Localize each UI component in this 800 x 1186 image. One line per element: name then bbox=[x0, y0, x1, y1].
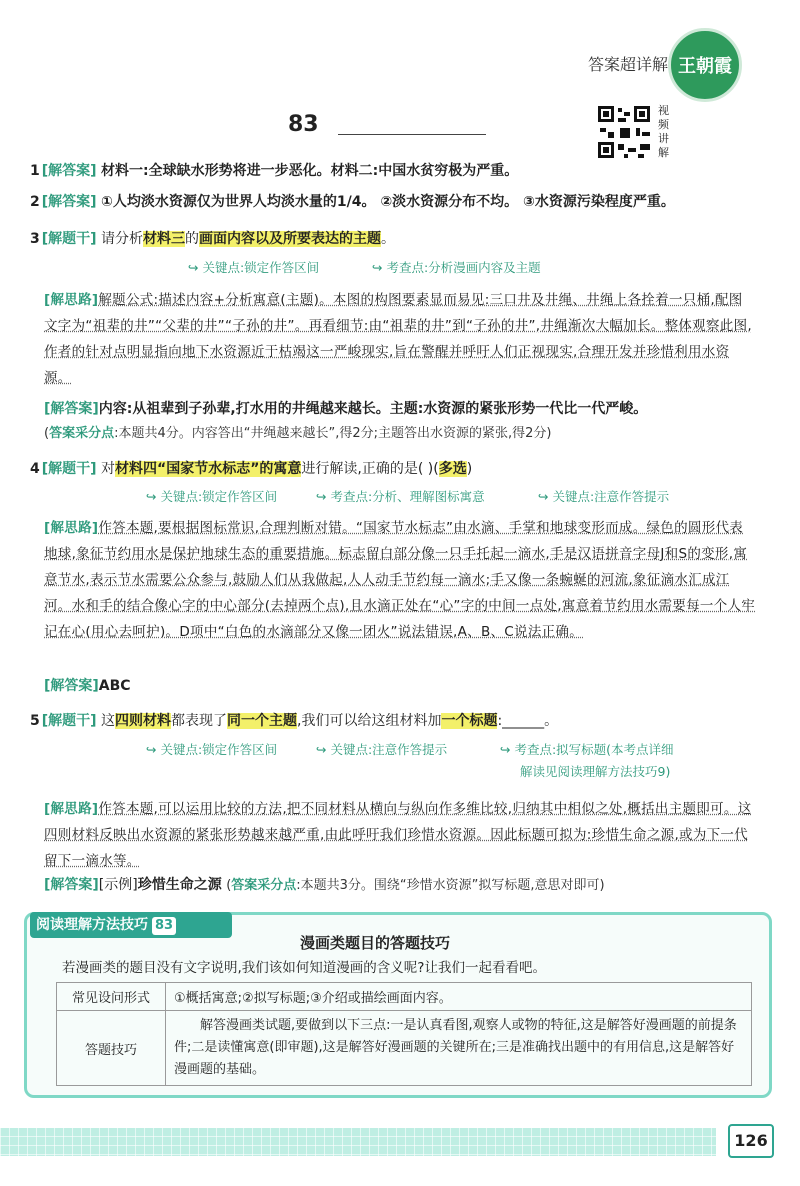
stem-text: ) bbox=[466, 461, 473, 477]
highlight: 同一个主题 bbox=[227, 713, 297, 729]
header-label: 答案超详解 bbox=[587, 55, 668, 74]
table-cell-body: 解答漫画类试题,要做到以下三点:一是认真看图,观察人或物的特征,这是解答好漫画题的前提条件;二是读懂寓意(即审题),这是解答好漫画题的关键所在;三是准确找出题中的有用信息,这是解答好漫画题的基础。 bbox=[166, 1011, 752, 1086]
answer-line bbox=[44, 874, 605, 897]
score-tag: 答案采分点 bbox=[231, 878, 297, 893]
annotation: ↪ 考查点:分析漫画内容及主题 bbox=[372, 260, 541, 275]
answer-text: 珍惜生命之源 bbox=[137, 877, 222, 893]
think-text: 解题公式:描述内容+分析寓意(主题)。本图的构图要素显而易见:三口井及井绳、井绳上各拴着一只桶,配图文字为“祖辈的井”“父辈的井”“子孙的井”。再看细节:由“祖辈的井”到“子孙的井”,井绳渐次大幅加长。整体观察此图,作者的针对点明显指向地下水资源近于枯竭这一严峻现实,旨在警醒并呼吁人们正视现实,合理开发并珍惜利用水资源。 bbox=[44, 292, 752, 386]
think-paragraph bbox=[44, 796, 756, 874]
example-tag: [示例] bbox=[98, 877, 138, 893]
score-tag: 答案采分点 bbox=[49, 426, 115, 441]
stem-text: 的 bbox=[185, 231, 199, 247]
question-number: 4 bbox=[30, 461, 40, 477]
page-number: 126 bbox=[728, 1124, 774, 1158]
stem-text: 。 bbox=[381, 231, 395, 247]
score-note: (答案采分点:本题共4分。内容答出“井绳越来越长”,得2分;主题答出水资源的紧张,得2分) bbox=[44, 426, 552, 441]
think-tag: [解思路] bbox=[44, 292, 99, 308]
stem-text: :______。 bbox=[497, 713, 559, 729]
answer-tag: [解答案] bbox=[44, 401, 99, 417]
table-cell-head: 常见设问形式 bbox=[57, 983, 166, 1011]
question-3-stem bbox=[30, 228, 395, 250]
answer-tag: [解答案] bbox=[44, 678, 99, 694]
think-paragraph bbox=[44, 287, 756, 391]
answer-tag: [解答案] bbox=[44, 877, 99, 893]
highlight: 多选 bbox=[438, 461, 467, 477]
think-text: 作答本题,可以运用比较的方法,把不同材料从横向与纵向作多维比较,归纳其中相似之处,概括出主题即可。这四则材料反映出水资源的紧张形势越来越严重,由此呼吁我们珍惜水资源。因此标题可拟为:珍惜生命之源,或为下一代留下一滴水等。 bbox=[44, 801, 752, 869]
method-intro: 若漫画类的题目没有文字说明,我们该如何知道漫画的含义呢?让我们一起看看吧。 bbox=[62, 960, 546, 976]
annotation: ↪ 关键点:锁定作答区间 bbox=[146, 489, 278, 504]
annotation: ↪ 考查点:拟写标题(本考点详细 bbox=[500, 742, 674, 757]
answer-text: 内容:从祖辈到子孙辈,打水用的井绳越来越长。主题:水资源的紧张形势一代比一代严峻。 bbox=[98, 401, 648, 417]
answer-line bbox=[44, 675, 131, 697]
question-number: 5 bbox=[30, 713, 40, 729]
answer-text: ①人均淡水资源仅为世界人均淡水量的1/4。 ②淡水资源分布不均。 ③水资源污染程度严重。 bbox=[101, 194, 675, 210]
page-title: 83 bbox=[288, 112, 319, 137]
annotation: ↪ 关键点:锁定作答区间 bbox=[188, 260, 320, 275]
footer-band bbox=[0, 1128, 716, 1156]
answer-tag: [解答案] bbox=[41, 163, 97, 179]
annotation: 解读见阅读理解方法技巧9) bbox=[520, 764, 671, 779]
stem-text: 对 bbox=[101, 461, 115, 477]
think-tag: [解思路] bbox=[44, 520, 99, 536]
highlight: 材料三 bbox=[143, 231, 185, 247]
qr-code-icon[interactable] bbox=[596, 104, 652, 160]
stem-tag: [解题干] bbox=[41, 713, 97, 729]
highlight: 一个标题 bbox=[441, 713, 498, 729]
method-title: 漫画类题目的答题技巧 bbox=[300, 934, 451, 952]
stem-text: 都表现了 bbox=[171, 713, 227, 729]
qr-label: 视频讲解 bbox=[658, 104, 669, 159]
brand-logo: 王朝霞 bbox=[668, 28, 742, 102]
table-row bbox=[57, 1011, 752, 1086]
stem-text: 这 bbox=[101, 713, 115, 729]
score-text: :本题共4分。内容答出“井绳越来越长”,得2分;主题答出水资源的紧张,得2分 bbox=[114, 426, 547, 441]
annotation: ↪ 考查点:分析、理解图标寓意 bbox=[316, 489, 485, 504]
think-paragraph bbox=[44, 515, 756, 645]
question-2 bbox=[30, 191, 675, 213]
annotation: ↪ 关键点:注意作答提示 bbox=[316, 742, 448, 757]
method-table bbox=[56, 982, 752, 1086]
answer-text: 材料一:全球缺水形势将进一步恶化。材料二:中国水贫穷极为严重。 bbox=[101, 163, 519, 179]
table-row bbox=[57, 983, 752, 1011]
highlight: 画面内容以及所要表达的主题 bbox=[199, 231, 381, 247]
method-tab-number: 83 bbox=[152, 917, 176, 935]
title-underline bbox=[338, 134, 486, 135]
stem-text: 进行解读,正确的是( )( bbox=[301, 461, 439, 477]
annotation: ↪ 关键点:锁定作答区间 bbox=[146, 742, 278, 757]
answer-text: ABC bbox=[98, 678, 131, 694]
table-cell-head: 答题技巧 bbox=[57, 1011, 166, 1086]
method-tab bbox=[30, 912, 232, 938]
annotation: ↪ 关键点:注意作答提示 bbox=[538, 489, 670, 504]
stem-text: 请分析 bbox=[101, 231, 143, 247]
question-number: 3 bbox=[30, 231, 40, 247]
stem-text: ,我们可以给这组材料加 bbox=[297, 713, 442, 729]
think-text: 作答本题,要根据图标常识,合理判断对错。“国家节水标志”由水滴、手掌和地球变形而成。绿色的圆形代表地球,象征节约用水是保护地球生态的重要措施。标志留白部分像一只手托起一滴水,手是汉语拼音字母J和S的变形,寓意节水,表示节水需要公众参与,鼓励人们从我做起,人人动手节约每一滴水;手又像一条蜿蜒的河流,象征滴水汇成江河。水和手的结合像心字的中心部分(去掉两个点),且水滴正处在“心”字的中间一点处,寓意着节约用水需要每一个人牢记在心(用心去呵护)。D项中“白色的水滴部分又像一团火”说法错误,A、B、C说法正确。 bbox=[44, 520, 756, 640]
table-cell-body: ①概括寓意;②拟写标题;③介绍或描绘画面内容。 bbox=[166, 983, 752, 1011]
question-number: 1 bbox=[30, 163, 40, 179]
stem-tag: [解题干] bbox=[41, 461, 97, 477]
highlight: 材料四“国家节水标志”的寓意 bbox=[115, 461, 302, 477]
highlight: 四则材料 bbox=[115, 713, 171, 729]
score-note: (答案采分点:本题共3分。围绕“珍惜水资源”拟写标题,意思对即可) bbox=[226, 878, 605, 893]
score-text: :本题共3分。围绕“珍惜水资源”拟写标题,意思对即可 bbox=[296, 878, 600, 893]
method-tab-label: 阅读理解方法技巧 bbox=[36, 917, 148, 933]
question-number: 2 bbox=[30, 194, 40, 210]
question-1 bbox=[30, 160, 518, 182]
think-tag: [解思路] bbox=[44, 801, 99, 817]
stem-tag: [解题干] bbox=[41, 231, 97, 247]
question-5-stem bbox=[30, 710, 558, 732]
answer-line bbox=[44, 398, 647, 420]
question-4-stem bbox=[30, 458, 472, 480]
answer-tag: [解答案] bbox=[41, 194, 97, 210]
